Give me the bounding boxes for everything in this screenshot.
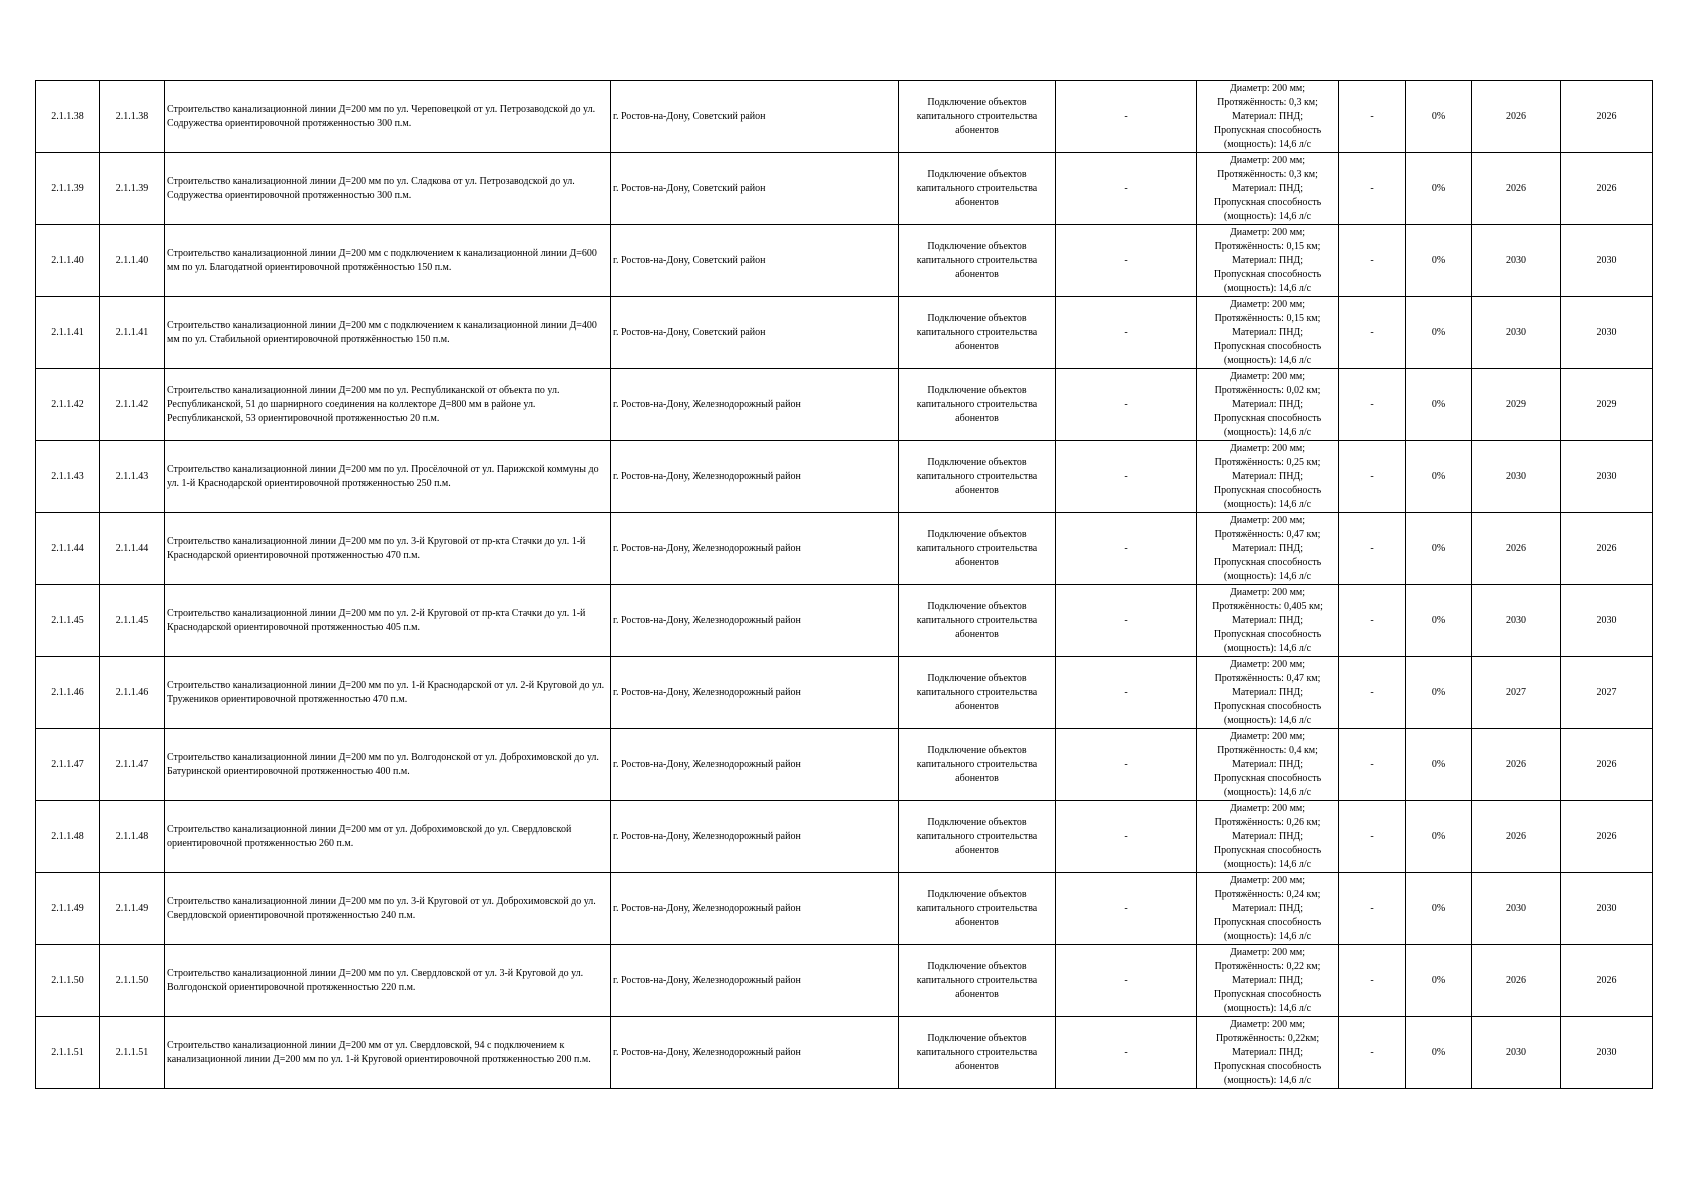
percent-cell: 0% [1406, 297, 1472, 369]
year-start-cell: 2026 [1472, 513, 1561, 585]
percent-cell: 0% [1406, 369, 1472, 441]
spec-line: Материал: ПНД; [1231, 1046, 1304, 1058]
project-name-cell: Строительство канализационной линии Д=200 мм по ул. 2-й Круговой от пр-кта Стачки до ул. 1-й Краснодарской ориентировочной протяженностью 405 п.м. [165, 585, 611, 657]
location-cell: г. Ростов-на-Дону, Советский район [611, 297, 899, 369]
spec-line: (мощность): 14,6 л/с [1223, 858, 1312, 870]
dash-cell: - [1056, 81, 1197, 153]
project-name-cell: Строительство канализационной линии Д=200 мм по ул. Свердловской от ул. 3-й Круговой до ул. Волгодонской ориентировочной протяженностью 220 п.м. [165, 945, 611, 1017]
spec-line: (мощность): 14,6 л/с [1223, 210, 1312, 222]
row-number-cell: 2.1.1.42 [36, 369, 100, 441]
spec-line: Пропускная способность [1213, 628, 1322, 640]
purpose-cell: Подключение объектов капитального строительства абонентов [899, 153, 1056, 225]
dash-cell: - [1056, 441, 1197, 513]
location-cell: г. Ростов-на-Дону, Железнодорожный район [611, 369, 899, 441]
row-number-cell: 2.1.1.50 [36, 945, 100, 1017]
spec-line: Протяжённость: 0,22 км; [1214, 960, 1321, 972]
year-start-cell: 2026 [1472, 801, 1561, 873]
spec-line: Материал: ПНД; [1231, 614, 1304, 626]
spec-line: Материал: ПНД; [1231, 542, 1304, 554]
row-number-cell: 2.1.1.44 [36, 513, 100, 585]
table-row [36, 441, 1653, 513]
table-row [36, 369, 1653, 441]
year-start-cell: 2030 [1472, 225, 1561, 297]
purpose-cell: Подключение объектов капитального строительства абонентов [899, 873, 1056, 945]
dash-cell: - [1056, 297, 1197, 369]
specs-cell [1197, 585, 1339, 657]
spec-line: Диаметр: 200 мм; [1229, 226, 1306, 238]
dash-cell: - [1339, 297, 1406, 369]
purpose-cell: Подключение объектов капитального строительства абонентов [899, 81, 1056, 153]
dash-cell: - [1339, 369, 1406, 441]
location-cell: г. Ростов-на-Дону, Железнодорожный район [611, 585, 899, 657]
percent-cell: 0% [1406, 657, 1472, 729]
table-row [36, 81, 1653, 153]
spec-line: Пропускная способность [1213, 916, 1322, 928]
spec-line: Пропускная способность [1213, 412, 1322, 424]
project-name-cell: Строительство канализационной линии Д=200 мм от ул. Доброхимовской до ул. Свердловской ориентировочной протяженностью 260 п.м. [165, 801, 611, 873]
spec-line: (мощность): 14,6 л/с [1223, 498, 1312, 510]
project-name-cell: Строительство канализационной линии Д=200 мм от ул. Свердловской, 94 с подключением к канализационной линии Д=200 мм по ул. 1-й Круговой ориентировочной протяженностью 200 п.м. [165, 1017, 611, 1089]
specs-cell [1197, 225, 1339, 297]
percent-cell: 0% [1406, 513, 1472, 585]
spec-line: Материал: ПНД; [1231, 326, 1304, 338]
spec-line: Пропускная способность [1213, 484, 1322, 496]
spec-line: Протяжённость: 0,405 км; [1212, 600, 1323, 612]
year-start-cell: 2026 [1472, 945, 1561, 1017]
location-cell: г. Ростов-на-Дону, Железнодорожный район [611, 1017, 899, 1089]
purpose-cell: Подключение объектов капитального строительства абонентов [899, 657, 1056, 729]
table-row [36, 873, 1653, 945]
dash-cell: - [1339, 513, 1406, 585]
row-code-cell: 2.1.1.48 [100, 801, 165, 873]
percent-cell: 0% [1406, 225, 1472, 297]
spec-line: Протяжённость: 0,25 км; [1214, 456, 1321, 468]
row-number-cell: 2.1.1.43 [36, 441, 100, 513]
spec-line: Протяжённость: 0,4 км; [1217, 744, 1318, 756]
percent-cell: 0% [1406, 81, 1472, 153]
spec-line: Пропускная способность [1213, 268, 1322, 280]
project-name-cell: Строительство канализационной линии Д=200 мм по ул. Череповецкой от ул. Петрозаводской до ул. Содружества ориентировочной протяженностью 300 п.м. [165, 81, 611, 153]
project-name-cell: Строительство канализационной линии Д=200 мм по ул. 3-й Круговой от ул. Доброхимовской до ул. Свердловской ориентировочной протяженностью 240 п.м. [165, 873, 611, 945]
spec-line: (мощность): 14,6 л/с [1223, 282, 1312, 294]
spec-line: Протяжённость: 0,24 км; [1214, 888, 1321, 900]
spec-line: Диаметр: 200 мм; [1229, 874, 1306, 886]
spec-line: Диаметр: 200 мм; [1229, 1018, 1306, 1030]
percent-cell: 0% [1406, 1017, 1472, 1089]
location-cell: г. Ростов-на-Дону, Советский район [611, 81, 899, 153]
spec-line: Диаметр: 200 мм; [1229, 82, 1306, 94]
project-name-cell: Строительство канализационной линии Д=200 мм по ул. Волгодонской от ул. Доброхимовской до ул. Батуринской ориентировочной протяженностью 400 п.м. [165, 729, 611, 801]
spec-line: (мощность): 14,6 л/с [1223, 786, 1312, 798]
row-number-cell: 2.1.1.41 [36, 297, 100, 369]
dash-cell: - [1339, 153, 1406, 225]
spec-line: Пропускная способность [1213, 700, 1322, 712]
row-number-cell: 2.1.1.39 [36, 153, 100, 225]
location-cell: г. Ростов-на-Дону, Железнодорожный район [611, 873, 899, 945]
row-code-cell: 2.1.1.45 [100, 585, 165, 657]
project-name-cell: Строительство канализационной линии Д=200 мм с подключением к канализационной линии Д=600 мм по ул. Благодатной ориентировочной протяжённостью 150 п.м. [165, 225, 611, 297]
spec-line: Протяжённость: 0,15 км; [1214, 240, 1321, 252]
table-row [36, 801, 1653, 873]
spec-line: (мощность): 14,6 л/с [1223, 714, 1312, 726]
year-start-cell: 2026 [1472, 81, 1561, 153]
dash-cell: - [1339, 729, 1406, 801]
row-number-cell: 2.1.1.47 [36, 729, 100, 801]
spec-line: (мощность): 14,6 л/с [1223, 138, 1312, 150]
specs-cell [1197, 729, 1339, 801]
spec-line: Диаметр: 200 мм; [1229, 658, 1306, 670]
specs-cell [1197, 873, 1339, 945]
spec-line: Пропускная способность [1213, 124, 1322, 136]
year-end-cell: 2030 [1561, 873, 1653, 945]
year-end-cell: 2030 [1561, 585, 1653, 657]
spec-line: Диаметр: 200 мм; [1229, 802, 1306, 814]
year-end-cell: 2026 [1561, 729, 1653, 801]
row-code-cell: 2.1.1.44 [100, 513, 165, 585]
spec-line: Протяжённость: 0,47 км; [1214, 672, 1321, 684]
spec-line: (мощность): 14,6 л/с [1223, 426, 1312, 438]
dash-cell: - [1056, 1017, 1197, 1089]
specs-cell [1197, 153, 1339, 225]
location-cell: г. Ростов-на-Дону, Железнодорожный район [611, 513, 899, 585]
specs-cell [1197, 657, 1339, 729]
spec-line: Диаметр: 200 мм; [1229, 730, 1306, 742]
spec-line: (мощность): 14,6 л/с [1223, 642, 1312, 654]
spec-line: Диаметр: 200 мм; [1229, 370, 1306, 382]
spec-line: (мощность): 14,6 л/с [1223, 570, 1312, 582]
year-start-cell: 2027 [1472, 657, 1561, 729]
project-name-cell: Строительство канализационной линии Д=200 мм по ул. 1-й Краснодарской от ул. 2-й Круговой до ул. Тружеников ориентировочной протяженностью 470 п.м. [165, 657, 611, 729]
row-code-cell: 2.1.1.51 [100, 1017, 165, 1089]
spec-line: Пропускная способность [1213, 772, 1322, 784]
year-end-cell: 2029 [1561, 369, 1653, 441]
percent-cell: 0% [1406, 585, 1472, 657]
location-cell: г. Ростов-на-Дону, Железнодорожный район [611, 801, 899, 873]
spec-line: (мощность): 14,6 л/с [1223, 1074, 1312, 1086]
dash-cell: - [1056, 873, 1197, 945]
specs-cell [1197, 801, 1339, 873]
location-cell: г. Ростов-на-Дону, Железнодорожный район [611, 657, 899, 729]
year-start-cell: 2030 [1472, 873, 1561, 945]
spec-line: Диаметр: 200 мм; [1229, 154, 1306, 166]
dash-cell: - [1056, 729, 1197, 801]
table-row [36, 297, 1653, 369]
spec-line: Диаметр: 200 мм; [1229, 442, 1306, 454]
year-end-cell: 2026 [1561, 81, 1653, 153]
purpose-cell: Подключение объектов капитального строительства абонентов [899, 513, 1056, 585]
spec-line: (мощность): 14,6 л/с [1223, 354, 1312, 366]
dash-cell: - [1056, 369, 1197, 441]
purpose-cell: Подключение объектов капитального строительства абонентов [899, 297, 1056, 369]
percent-cell: 0% [1406, 945, 1472, 1017]
dash-cell: - [1056, 657, 1197, 729]
specs-cell [1197, 945, 1339, 1017]
percent-cell: 0% [1406, 441, 1472, 513]
dash-cell: - [1339, 585, 1406, 657]
spec-line: Протяжённость: 0,26 км; [1214, 816, 1321, 828]
spec-line: (мощность): 14,6 л/с [1223, 1002, 1312, 1014]
purpose-cell: Подключение объектов капитального строительства абонентов [899, 729, 1056, 801]
spec-line: Диаметр: 200 мм; [1229, 586, 1306, 598]
table-row [36, 513, 1653, 585]
year-start-cell: 2026 [1472, 729, 1561, 801]
spec-line: Материал: ПНД; [1231, 254, 1304, 266]
spec-line: Протяжённость: 0,47 км; [1214, 528, 1321, 540]
dash-cell: - [1339, 873, 1406, 945]
dash-cell: - [1056, 585, 1197, 657]
investment-program-table [35, 80, 1653, 1089]
purpose-cell: Подключение объектов капитального строительства абонентов [899, 441, 1056, 513]
specs-cell [1197, 81, 1339, 153]
spec-line: Протяжённость: 0,3 км; [1217, 96, 1318, 108]
project-name-cell: Строительство канализационной линии Д=200 мм по ул. Республиканской от объекта по ул. Республиканской, 51 до шарнирного соединения на коллекторе Д=800 мм в районе ул. Республиканской, 53 ориентировочной протяженностью 20 п.м. [165, 369, 611, 441]
spec-line: Протяжённость: 0,3 км; [1217, 168, 1318, 180]
row-number-cell: 2.1.1.40 [36, 225, 100, 297]
location-cell: г. Ростов-на-Дону, Железнодорожный район [611, 441, 899, 513]
specs-cell [1197, 1017, 1339, 1089]
row-code-cell: 2.1.1.47 [100, 729, 165, 801]
dash-cell: - [1339, 801, 1406, 873]
purpose-cell: Подключение объектов капитального строительства абонентов [899, 1017, 1056, 1089]
row-code-cell: 2.1.1.38 [100, 81, 165, 153]
purpose-cell: Подключение объектов капитального строительства абонентов [899, 225, 1056, 297]
year-end-cell: 2030 [1561, 1017, 1653, 1089]
dash-cell: - [1339, 945, 1406, 1017]
project-name-cell: Строительство канализационной линии Д=200 мм с подключением к канализационной линии Д=400 мм по ул. Стабильной ориентировочной протяжённостью 150 п.м. [165, 297, 611, 369]
spec-line: Диаметр: 200 мм; [1229, 298, 1306, 310]
table-body [36, 81, 1653, 1089]
row-code-cell: 2.1.1.40 [100, 225, 165, 297]
table-row [36, 153, 1653, 225]
purpose-cell: Подключение объектов капитального строительства абонентов [899, 369, 1056, 441]
row-code-cell: 2.1.1.49 [100, 873, 165, 945]
spec-line: Диаметр: 200 мм; [1229, 946, 1306, 958]
year-end-cell: 2030 [1561, 441, 1653, 513]
percent-cell: 0% [1406, 873, 1472, 945]
dash-cell: - [1339, 81, 1406, 153]
row-code-cell: 2.1.1.42 [100, 369, 165, 441]
location-cell: г. Ростов-на-Дону, Железнодорожный район [611, 945, 899, 1017]
spec-line: Материал: ПНД; [1231, 902, 1304, 914]
year-end-cell: 2026 [1561, 801, 1653, 873]
spec-line: Материал: ПНД; [1231, 470, 1304, 482]
row-number-cell: 2.1.1.38 [36, 81, 100, 153]
spec-line: Пропускная способность [1213, 1060, 1322, 1072]
year-start-cell: 2030 [1472, 297, 1561, 369]
specs-cell [1197, 369, 1339, 441]
table-row [36, 1017, 1653, 1089]
table-row [36, 225, 1653, 297]
spec-line: Протяжённость: 0,15 км; [1214, 312, 1321, 324]
row-code-cell: 2.1.1.41 [100, 297, 165, 369]
table-row [36, 657, 1653, 729]
spec-line: Материал: ПНД; [1231, 182, 1304, 194]
spec-line: Пропускная способность [1213, 844, 1322, 856]
year-start-cell: 2029 [1472, 369, 1561, 441]
purpose-cell: Подключение объектов капитального строительства абонентов [899, 585, 1056, 657]
project-name-cell: Строительство канализационной линии Д=200 мм по ул. 3-й Круговой от пр-кта Стачки до ул. 1-й Краснодарской ориентировочной протяженностью 470 п.м. [165, 513, 611, 585]
row-number-cell: 2.1.1.49 [36, 873, 100, 945]
spec-line: Материал: ПНД; [1231, 830, 1304, 842]
year-end-cell: 2026 [1561, 153, 1653, 225]
dash-cell: - [1056, 801, 1197, 873]
row-number-cell: 2.1.1.48 [36, 801, 100, 873]
spec-line: Материал: ПНД; [1231, 974, 1304, 986]
location-cell: г. Ростов-на-Дону, Советский район [611, 153, 899, 225]
location-cell: г. Ростов-на-Дону, Советский район [611, 225, 899, 297]
location-cell: г. Ростов-на-Дону, Железнодорожный район [611, 729, 899, 801]
row-code-cell: 2.1.1.43 [100, 441, 165, 513]
project-name-cell: Строительство канализационной линии Д=200 мм по ул. Просёлочной от ул. Парижской коммуны до ул. 1-й Краснодарской ориентировочной протяженностью 250 п.м. [165, 441, 611, 513]
purpose-cell: Подключение объектов капитального строительства абонентов [899, 801, 1056, 873]
spec-line: Материал: ПНД; [1231, 686, 1304, 698]
spec-line: Материал: ПНД; [1231, 758, 1304, 770]
year-end-cell: 2026 [1561, 513, 1653, 585]
table-row [36, 585, 1653, 657]
percent-cell: 0% [1406, 729, 1472, 801]
spec-line: Пропускная способность [1213, 340, 1322, 352]
row-code-cell: 2.1.1.50 [100, 945, 165, 1017]
dash-cell: - [1339, 225, 1406, 297]
specs-cell [1197, 297, 1339, 369]
year-end-cell: 2030 [1561, 225, 1653, 297]
spec-line: Пропускная способность [1213, 556, 1322, 568]
dash-cell: - [1056, 153, 1197, 225]
percent-cell: 0% [1406, 801, 1472, 873]
spec-line: Протяжённость: 0,22км; [1215, 1032, 1320, 1044]
project-name-cell: Строительство канализационной линии Д=200 мм по ул. Сладкова от ул. Петрозаводской до ул. Содружества ориентировочной протяженностью 300 п.м. [165, 153, 611, 225]
spec-line: Материал: ПНД; [1231, 110, 1304, 122]
dash-cell: - [1339, 441, 1406, 513]
spec-line: Протяжённость: 0,02 км; [1214, 384, 1321, 396]
dash-cell: - [1056, 513, 1197, 585]
dash-cell: - [1056, 225, 1197, 297]
year-start-cell: 2030 [1472, 585, 1561, 657]
year-end-cell: 2026 [1561, 945, 1653, 1017]
spec-line: Пропускная способность [1213, 988, 1322, 1000]
spec-line: (мощность): 14,6 л/с [1223, 930, 1312, 942]
spec-line: Пропускная способность [1213, 196, 1322, 208]
row-code-cell: 2.1.1.39 [100, 153, 165, 225]
year-start-cell: 2030 [1472, 1017, 1561, 1089]
row-number-cell: 2.1.1.46 [36, 657, 100, 729]
dash-cell: - [1339, 1017, 1406, 1089]
row-number-cell: 2.1.1.45 [36, 585, 100, 657]
spec-line: Диаметр: 200 мм; [1229, 514, 1306, 526]
specs-cell [1197, 513, 1339, 585]
table-row [36, 945, 1653, 1017]
year-end-cell: 2030 [1561, 297, 1653, 369]
year-end-cell: 2027 [1561, 657, 1653, 729]
row-number-cell: 2.1.1.51 [36, 1017, 100, 1089]
table-row [36, 729, 1653, 801]
year-start-cell: 2030 [1472, 441, 1561, 513]
year-start-cell: 2026 [1472, 153, 1561, 225]
dash-cell: - [1056, 945, 1197, 1017]
spec-line: Материал: ПНД; [1231, 398, 1304, 410]
percent-cell: 0% [1406, 153, 1472, 225]
purpose-cell: Подключение объектов капитального строительства абонентов [899, 945, 1056, 1017]
dash-cell: - [1339, 657, 1406, 729]
specs-cell [1197, 441, 1339, 513]
row-code-cell: 2.1.1.46 [100, 657, 165, 729]
